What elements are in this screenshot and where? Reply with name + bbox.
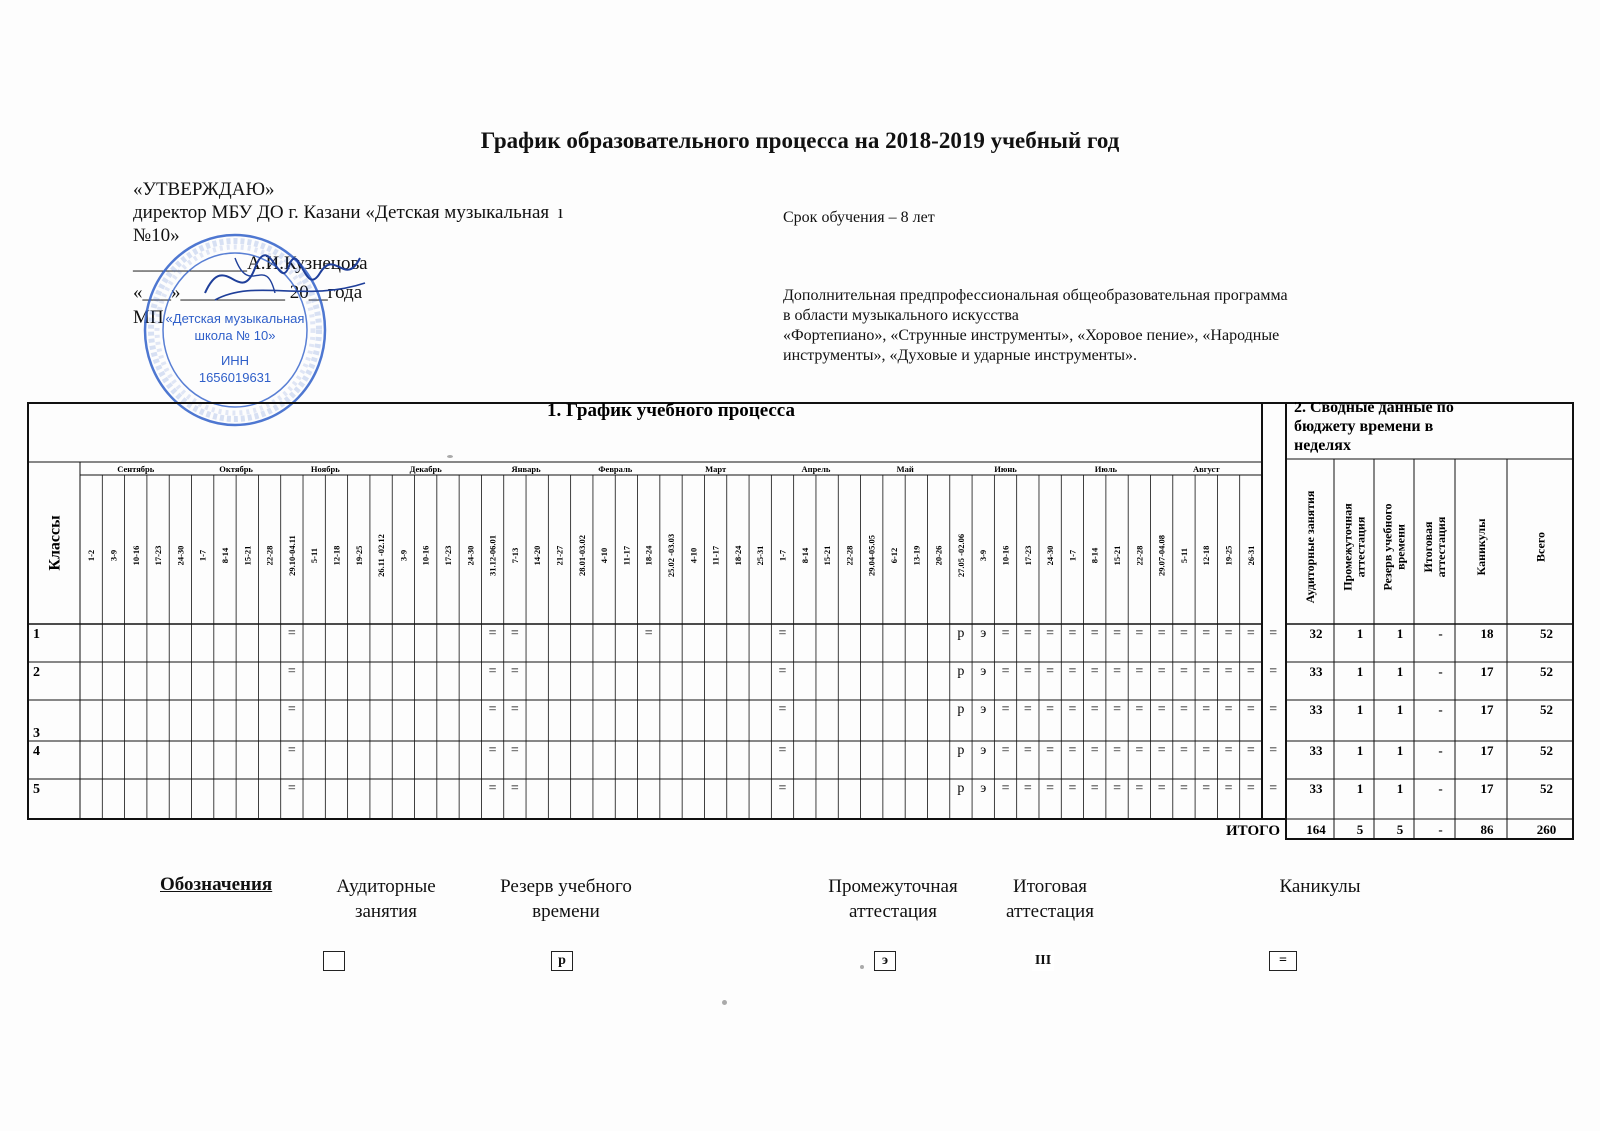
schedule-mark: э xyxy=(980,702,987,717)
legend-holidays-box: = xyxy=(1269,951,1297,971)
summary-value: - xyxy=(1438,781,1443,796)
schedule-mark: = xyxy=(1135,626,1144,641)
summary-value: 1 xyxy=(1396,781,1404,796)
schedule-mark: = xyxy=(1202,626,1211,641)
summary-value: 1 xyxy=(1356,781,1364,796)
month-label: Февраль xyxy=(598,464,633,474)
schedule-mark: = xyxy=(1157,743,1166,758)
week-label: 18-24 xyxy=(643,545,654,566)
schedule-mark: = xyxy=(1001,664,1010,679)
legend-auditory-line2: занятия xyxy=(354,901,418,922)
week-label: 12-18 xyxy=(1201,545,1212,566)
schedule-mark: = xyxy=(1224,626,1233,641)
week-label: 3-9 xyxy=(978,549,989,562)
section2-title-line: бюджету времени в xyxy=(1294,418,1434,435)
schedule-mark: = xyxy=(287,743,296,758)
schedule-mark: = xyxy=(1068,781,1077,796)
program-line4: инструменты», «Духовые и ударные инструменты». xyxy=(783,347,1137,364)
schedule-mark: = xyxy=(1202,664,1211,679)
week-label: 25-31 xyxy=(755,545,766,566)
schedule-mark: = xyxy=(488,626,497,641)
week-label: 29.04-05.05 xyxy=(866,534,877,577)
summary-value: 1 xyxy=(1356,664,1364,679)
week-label: 4-10 xyxy=(688,547,699,564)
schedule-mark: = xyxy=(287,664,296,679)
program-block xyxy=(783,286,1288,366)
week-label: 1-7 xyxy=(777,549,788,562)
schedule-mark: = xyxy=(1046,781,1055,796)
week-label: 22-28 xyxy=(1134,545,1145,566)
week-label: 14-20 xyxy=(532,545,543,566)
summary-value: 1 xyxy=(1356,743,1364,758)
summary-value: 1 xyxy=(1396,702,1404,717)
legend-title: Обозначения xyxy=(160,874,273,895)
legend-auditory-line1: Аудиторные xyxy=(336,876,436,897)
schedule-mark: = xyxy=(1179,781,1188,796)
schedule-mark: э xyxy=(980,664,987,679)
week-label: 17-23 xyxy=(442,545,453,566)
schedule-mark: = xyxy=(1090,743,1099,758)
stamp-line1: «Детская музыкальная xyxy=(165,311,305,326)
month-label: Декабрь xyxy=(409,464,442,474)
study-term: Срок обучения – 8 лет xyxy=(783,209,935,226)
schedule-mark: = xyxy=(1001,781,1010,796)
week-label: 26-31 xyxy=(1245,545,1256,566)
program-line1: Дополнительная предпрофессиональная общеобразовательная программа xyxy=(783,287,1288,304)
total-value: 86 xyxy=(1480,822,1494,837)
month-label: Ноябрь xyxy=(310,464,340,474)
schedule-mark: э xyxy=(980,743,987,758)
summary-value: 32 xyxy=(1309,626,1323,641)
total-value: 260 xyxy=(1536,822,1557,837)
legend-auditory-label xyxy=(316,874,456,924)
schedule-mark: = xyxy=(778,781,787,796)
schedule-mark: = xyxy=(510,626,519,641)
week-label: 24-30 xyxy=(465,545,476,566)
week-label: 11-17 xyxy=(621,545,632,566)
summary-header: Итоговая xyxy=(1421,521,1435,573)
summary-value: 18 xyxy=(1480,626,1494,641)
approval-director-text: директор МБУ ДО г. Казани «Детская музыкальная xyxy=(133,202,550,223)
schedule-mark: = xyxy=(1157,626,1166,641)
total-value: - xyxy=(1438,822,1443,837)
week-label: 10-16 xyxy=(130,545,141,566)
stamp-line2: школа № 10» xyxy=(194,328,276,343)
schedule-mark: = xyxy=(1157,702,1166,717)
schedule-mark: = xyxy=(1090,626,1099,641)
schedule-mark: = xyxy=(1179,702,1188,717)
week-label: 1-2 xyxy=(86,549,97,562)
schedule-mark: э xyxy=(980,626,987,641)
schedule-mark: = xyxy=(1202,702,1211,717)
stamp-inn-value: 1656019631 xyxy=(198,370,272,385)
week-label: 27.05 -02.06 xyxy=(955,533,966,578)
week-label: 11-17 xyxy=(710,545,721,566)
legend-reserve-box: р xyxy=(551,951,573,971)
summary-value: - xyxy=(1438,626,1443,641)
summary-value: 52 xyxy=(1540,664,1553,679)
schedule-mark: = xyxy=(287,702,296,717)
summary-value: 33 xyxy=(1309,664,1323,679)
schedule-mark: = xyxy=(1269,702,1278,717)
schedule-mark: = xyxy=(778,626,787,641)
schedule-mark: = xyxy=(1224,664,1233,679)
schedule-mark: = xyxy=(1179,664,1188,679)
scan-speck xyxy=(722,1000,727,1005)
legend-reserve-line2: времени xyxy=(532,901,600,922)
schedule-mark: = xyxy=(1179,743,1188,758)
schedule-mark: = xyxy=(1246,702,1255,717)
stamp-center-text xyxy=(140,310,330,386)
schedule-mark: = xyxy=(510,781,519,796)
week-label: 10-16 xyxy=(1000,545,1011,566)
week-label: 19-25 xyxy=(353,545,364,566)
summary-value: 33 xyxy=(1309,781,1323,796)
month-label: Июнь xyxy=(994,464,1017,474)
month-label: Март xyxy=(705,464,727,474)
week-label: 24-30 xyxy=(1045,545,1056,566)
total-value: 164 xyxy=(1306,822,1326,837)
schedule-mark: = xyxy=(1113,781,1121,796)
schedule-mark: = xyxy=(1068,743,1077,758)
schedule-mark: = xyxy=(1046,743,1055,758)
schedule-mark: = xyxy=(1246,781,1255,796)
week-label: 12-18 xyxy=(331,545,342,566)
schedule-mark: = xyxy=(1090,664,1099,679)
schedule-mark: = xyxy=(488,702,497,717)
schedule-mark: = xyxy=(1113,743,1121,758)
schedule-mark: = xyxy=(1046,626,1055,641)
total-label: ИТОГО xyxy=(1226,823,1280,839)
schedule-mark: = xyxy=(1269,781,1278,796)
legend-final-label xyxy=(985,874,1115,924)
month-label: Июль xyxy=(1094,464,1117,474)
summary-header: аттестация xyxy=(1434,516,1448,578)
scan-speck xyxy=(860,965,864,969)
class-number: 3 xyxy=(33,726,40,741)
month-label: Август xyxy=(1192,464,1220,474)
schedule-mark: = xyxy=(778,664,787,679)
legend-reserve-label xyxy=(476,874,656,924)
summary-value: - xyxy=(1438,743,1443,758)
week-label: 15-21 xyxy=(822,545,833,566)
schedule-mark: = xyxy=(1023,664,1032,679)
summary-value: 1 xyxy=(1356,626,1364,641)
schedule-mark: р xyxy=(957,664,965,679)
week-label: 1-7 xyxy=(197,549,208,562)
legend-intermediate-box: э xyxy=(874,951,896,971)
page-title: График образовательного процесса на 2018-2019 учебный год xyxy=(480,128,1120,153)
week-label: 31.12-06.01 xyxy=(487,534,498,577)
schedule-mark: = xyxy=(1135,743,1144,758)
stamp-inn-label: ИНН xyxy=(220,353,250,368)
section2-title-line: 2. Сводные данные по xyxy=(1294,402,1454,416)
schedule-mark: = xyxy=(1023,743,1032,758)
summary-value: 17 xyxy=(1480,702,1494,717)
week-label: 22-28 xyxy=(844,545,855,566)
schedule-mark: = xyxy=(287,626,296,641)
legend-final-box: III xyxy=(1032,951,1054,971)
legend-intermediate-line2: аттестация xyxy=(849,901,937,922)
schedule-mark: = xyxy=(488,781,497,796)
week-label: 22-28 xyxy=(264,545,275,566)
total-value: 5 xyxy=(1356,822,1364,837)
legend-intermediate-line1: Промежуточная xyxy=(828,876,958,897)
week-label: 15-21 xyxy=(242,545,253,566)
schedule-mark: = xyxy=(1023,626,1032,641)
schedule-mark: р xyxy=(957,626,965,641)
schedule-mark: = xyxy=(644,626,653,641)
summary-value: 1 xyxy=(1356,702,1364,717)
legend-intermediate-label xyxy=(808,874,978,924)
signature-scribble xyxy=(195,238,370,313)
month-label: Май xyxy=(896,464,914,474)
class-number: 2 xyxy=(33,665,40,680)
week-label: 10-16 xyxy=(420,545,431,566)
legend-reserve-line1: Резерв учебного xyxy=(500,876,632,897)
week-label: 8-14 xyxy=(1089,547,1100,564)
schedule-mark: = xyxy=(1046,664,1055,679)
schedule-mark: = xyxy=(1113,664,1121,679)
schedule-mark: = xyxy=(1224,781,1233,796)
summary-header: Резерв учебного xyxy=(1380,503,1395,591)
class-number: 5 xyxy=(33,782,40,797)
schedule-mark: = xyxy=(1224,702,1233,717)
class-number: 4 xyxy=(33,744,40,759)
schedule-mark: = xyxy=(1023,781,1032,796)
schedule-mark: = xyxy=(1023,702,1032,717)
schedule-mark: = xyxy=(1068,664,1077,679)
month-label: Апрель xyxy=(801,464,831,474)
week-label: 8-14 xyxy=(799,547,810,564)
schedule-mark: р xyxy=(957,781,965,796)
schedule-mark: = xyxy=(1068,702,1077,717)
approval-date-line: «___»___________ 20__года xyxy=(133,282,363,303)
summary-value: 33 xyxy=(1309,702,1323,717)
week-label: 26.11 -02.12 xyxy=(376,534,387,577)
summary-header: аттестация xyxy=(1353,516,1368,578)
schedule-mark: = xyxy=(1202,743,1211,758)
week-label: 17-23 xyxy=(1022,545,1033,566)
schedule-border xyxy=(28,403,1262,819)
total-value: 5 xyxy=(1396,822,1404,837)
schedule-mark: = xyxy=(1246,626,1255,641)
summary-value: 52 xyxy=(1540,702,1553,717)
summary-header: Всего xyxy=(1533,532,1548,562)
schedule-mark: р xyxy=(957,702,965,717)
schedule-mark: = xyxy=(1269,664,1278,679)
scan-speck xyxy=(447,455,453,458)
summary-value: 52 xyxy=(1540,626,1553,641)
schedule-mark: = xyxy=(510,664,519,679)
week-label: 25.02 -03.03 xyxy=(666,533,676,578)
summary-header: времени xyxy=(1393,524,1408,570)
schedule-mark: = xyxy=(1090,781,1099,796)
week-label: 19-25 xyxy=(1223,545,1234,566)
schedule-mark: = xyxy=(1135,781,1144,796)
week-label: 21-27 xyxy=(554,545,565,566)
legend-holidays-label xyxy=(1250,874,1390,899)
summary-value: 1 xyxy=(1396,626,1404,641)
week-label: 6-12 xyxy=(889,547,900,564)
schedule-mark: = xyxy=(287,781,296,796)
classes-header: Классы xyxy=(46,515,64,571)
week-label: 1-7 xyxy=(1067,549,1078,562)
schedule-mark: = xyxy=(1246,743,1255,758)
legend-holidays-line1: Каникулы xyxy=(1279,876,1361,897)
schedule-mark: = xyxy=(1113,702,1121,717)
approval-mp: МП xyxy=(133,307,164,328)
week-label: 20-26 xyxy=(933,545,944,566)
week-label: 5-11 xyxy=(1178,547,1189,564)
month-label: Январь xyxy=(511,464,541,474)
approval-signature-line: ____________А.И.Кузнецова xyxy=(133,253,368,274)
week-label: 29.10-04.11 xyxy=(286,535,297,576)
week-label: 15-21 xyxy=(1112,545,1123,566)
approval-director-line xyxy=(133,201,563,224)
summary-value: - xyxy=(1438,702,1443,717)
schedule-mark: = xyxy=(1001,626,1010,641)
approval-heading: «УТВЕРЖДАЮ» xyxy=(133,179,275,200)
class-number: 1 xyxy=(33,627,40,642)
schedule-mark: = xyxy=(1090,702,1099,717)
schedule-mark: = xyxy=(510,702,519,717)
month-label: Сентябрь xyxy=(117,464,155,474)
week-label: 24-30 xyxy=(175,545,186,566)
summary-value: 17 xyxy=(1480,664,1494,679)
week-label: 8-14 xyxy=(219,547,230,564)
summary-value: 52 xyxy=(1540,743,1553,758)
legend-final-line2: аттестация xyxy=(1006,901,1094,922)
schedule-mark: = xyxy=(1135,702,1144,717)
summary-border xyxy=(1286,403,1573,839)
month-label: Октябрь xyxy=(219,464,253,474)
program-line2: в области музыкального искусства xyxy=(783,307,1019,324)
schedule-mark: э xyxy=(980,781,987,796)
summary-header: Каникулы xyxy=(1474,518,1488,576)
week-label: 17-23 xyxy=(153,545,164,566)
schedule-mark: = xyxy=(1269,626,1278,641)
week-label: 18-24 xyxy=(732,545,743,566)
summary-header: Аудиторные занятия xyxy=(1303,490,1317,604)
schedule-mark: = xyxy=(1068,626,1077,641)
schedule-mark: = xyxy=(1246,664,1255,679)
schedule-mark: = xyxy=(1046,702,1055,717)
week-label: 3-9 xyxy=(398,549,409,562)
schedule-mark: р xyxy=(957,743,965,758)
legend-auditory-box xyxy=(323,951,345,971)
schedule-grid xyxy=(27,402,1574,840)
week-label: 5-11 xyxy=(309,547,320,564)
section1-title: 1. График учебного процесса xyxy=(547,402,795,421)
summary-value: 17 xyxy=(1480,743,1494,758)
schedule-mark: = xyxy=(1179,626,1188,641)
approval-cut-char: ı xyxy=(557,202,564,223)
week-label: 4-10 xyxy=(599,547,610,564)
schedule-mark: = xyxy=(1135,664,1144,679)
schedule-mark: = xyxy=(778,743,787,758)
schedule-mark: = xyxy=(1113,626,1121,641)
week-label: 13-19 xyxy=(911,545,922,566)
schedule-mark: = xyxy=(1202,781,1211,796)
schedule-mark: = xyxy=(1269,743,1278,758)
summary-value: 52 xyxy=(1540,781,1553,796)
week-label: 3-9 xyxy=(108,549,119,562)
schedule-mark: = xyxy=(1001,702,1010,717)
approval-school-number: №10» xyxy=(133,225,180,246)
section2-title-line: неделях xyxy=(1294,437,1351,454)
schedule-mark: = xyxy=(1157,664,1166,679)
week-label: 7-13 xyxy=(509,547,520,564)
schedule-mark: = xyxy=(1224,743,1233,758)
summary-value: - xyxy=(1438,664,1443,679)
week-label: 28.01-03.02 xyxy=(576,534,587,577)
schedule-mark: = xyxy=(1001,743,1010,758)
summary-header: Промежуточная xyxy=(1340,503,1355,591)
summary-value: 33 xyxy=(1309,743,1323,758)
schedule-mark: = xyxy=(1157,781,1166,796)
schedule-mark: = xyxy=(488,664,497,679)
summary-value: 17 xyxy=(1480,781,1494,796)
summary-value: 1 xyxy=(1396,664,1404,679)
schedule-mark: = xyxy=(510,743,519,758)
week-label: 29.07-04.08 xyxy=(1156,534,1167,577)
schedule-mark: = xyxy=(778,702,787,717)
legend-final-line1: Итоговая xyxy=(1013,876,1087,897)
schedule-mark: = xyxy=(488,743,497,758)
summary-value: 1 xyxy=(1396,743,1404,758)
program-line3: «Фортепиано», «Струнные инструменты», «Хоровое пение», «Народные xyxy=(783,327,1280,344)
